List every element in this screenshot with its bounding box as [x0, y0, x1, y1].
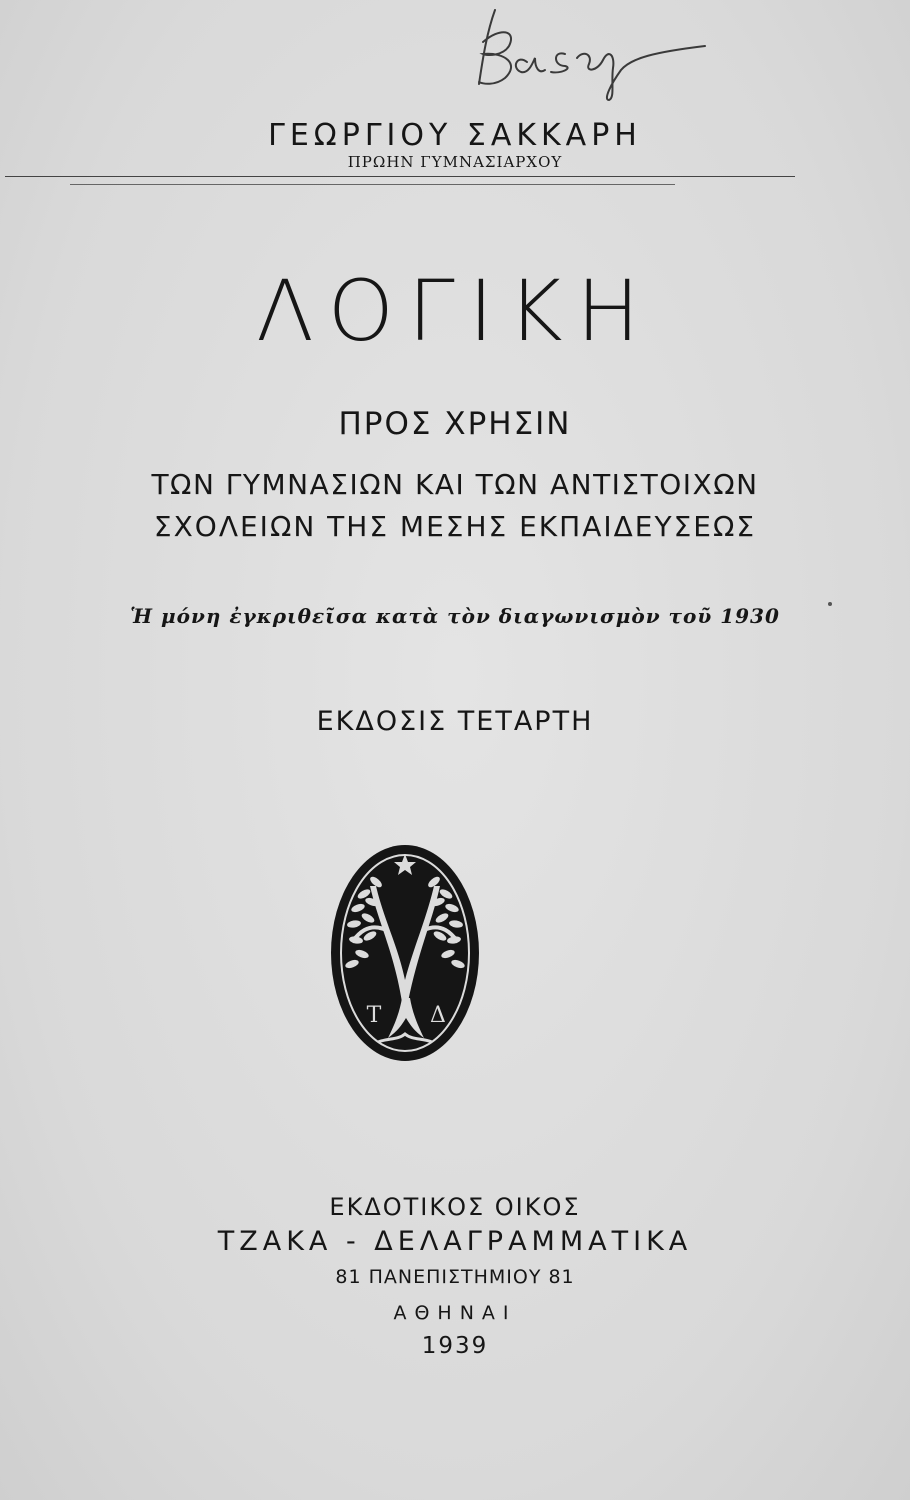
approval-note: Ἡ μόνη ἐγκριθεῖσα κατὰ τὸν διαγωνισμὸν τοῦ 1930: [130, 604, 780, 628]
divider-rule: [5, 176, 795, 177]
book-purpose: ΠΡΟΣ ΧΡΗΣΙΝ: [338, 406, 572, 442]
author-title: ΠΡΩΗΝ ΓΥΜΝΑΣΙΑΡΧΟΥ: [347, 153, 563, 171]
publisher-house: ΕΚΔΟΤΙΚΟΣ ΟΙΚΟΣ: [329, 1193, 581, 1221]
publication-year: 1939: [421, 1333, 489, 1359]
publisher-name: ΤΖΑΚΑ - ΔΕΛΑΓΡΑΜΜΑΤΙΚΑ: [217, 1226, 693, 1257]
edition-label: ΕΚΔΟΣΙΣ ΤΕΤΑΡΤΗ: [316, 706, 594, 737]
paper-speck: [828, 602, 832, 606]
emblem-letter-right: Δ: [430, 1003, 446, 1028]
audience-line-1: ΤΩΝ ΓΥΜΝΑΣΙΩΝ ΚΑΙ ΤΩΝ ΑΝΤΙΣΤΟΙΧΩΝ: [151, 468, 759, 501]
book-title: ΛΟΓΙΚΗ: [256, 262, 654, 360]
handwritten-signature: [465, 2, 715, 102]
audience-line-2: ΣΧΟΛΕΙΩΝ ΤΗΣ ΜΕΣΗΣ ΕΚΠΑΙΔΕΥΣΕΩΣ: [153, 510, 757, 543]
author-name: ΓΕΩΡΓΙΟΥ ΣΑΚΚΑΡΗ: [268, 118, 642, 153]
publisher-address: 81 ΠΑΝΕΠΙΣΤΗΜΙΟΥ 81: [335, 1266, 575, 1288]
divider-rule-thin: [70, 184, 675, 185]
publisher-city: ΑΘΗΝΑΙ: [393, 1302, 517, 1324]
emblem-letter-left: Τ: [366, 1003, 382, 1028]
publisher-tree-emblem-icon: [328, 842, 482, 1064]
